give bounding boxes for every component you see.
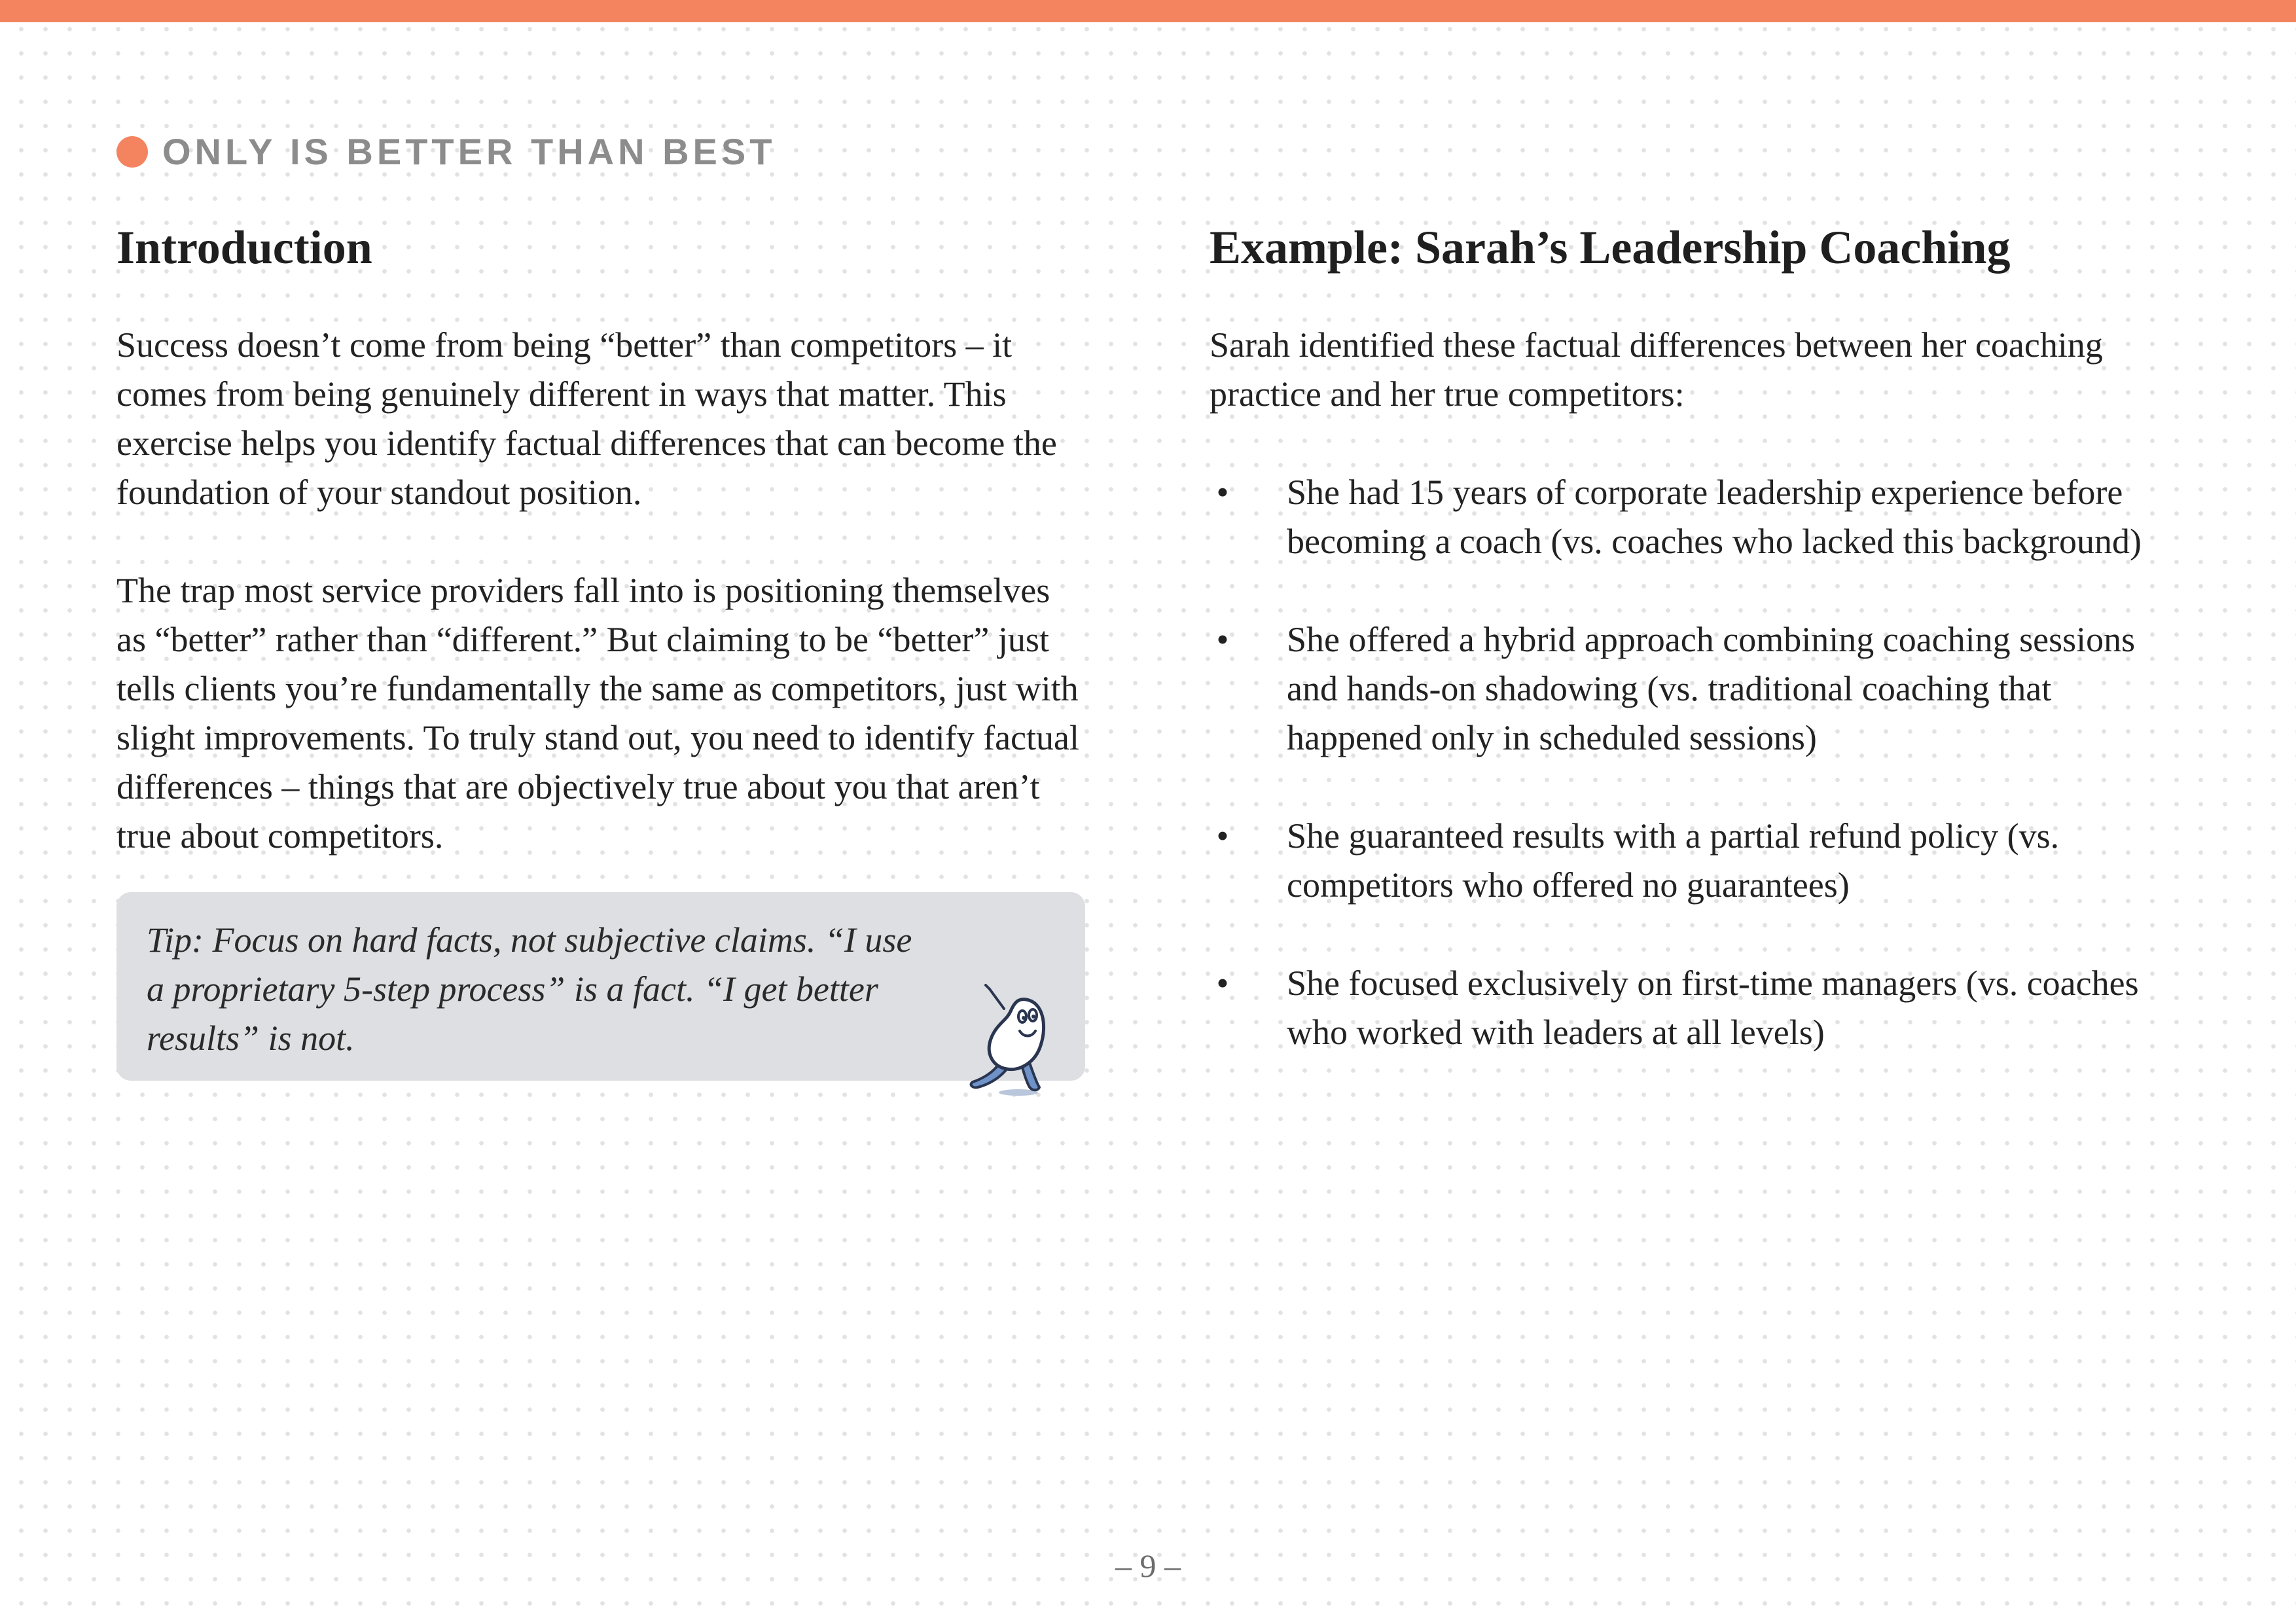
page-number: – 9 – bbox=[1115, 1547, 1181, 1584]
example-heading: Example: Sarah’s Leadership Coaching bbox=[1210, 221, 2011, 274]
intro-paragraph-1: Success doesn’t come from being “better” than competitors – it comes from being genuinely different in ways that matter. This exercise helps you identify factual differences that can become the foundation of your standout position. bbox=[117, 325, 1057, 512]
tip-box bbox=[117, 892, 1085, 1081]
bullet-marker: • bbox=[1216, 473, 1229, 512]
list-item-text: She offered a hybrid approach combining coaching sessions and hands-on shadowing (vs. traditional coaching that happened only in scheduled sessions) bbox=[1287, 620, 2136, 757]
walking-mascot-icon bbox=[963, 980, 1062, 1098]
tip-text: Tip: Focus on hard facts, not subjective claims. “I use a proprietary 5-step process” is a fact. “I get better results” is not. bbox=[147, 920, 912, 1058]
intro-paragraph-2: The trap most service providers fall into is positioning themselves as “better” rather than “different.” But claiming to be “better” just tells clients you’re fundamentally the same as competitors, just with slight improvements. To truly stand out, you need to identify factual differences – things that are objectively true about you that aren’t true about competitors. bbox=[117, 571, 1079, 856]
left-column bbox=[117, 216, 1085, 1081]
section-label bbox=[117, 128, 776, 175]
bullet-marker: • bbox=[1216, 964, 1229, 1003]
bullet-marker: • bbox=[1216, 620, 1229, 659]
example-intro: Sarah identified these factual differences between her coaching practice and her true competitors: bbox=[1210, 325, 2103, 414]
list-item-text: She guaranteed results with a partial refund policy (vs. competitors who offered no guarantees) bbox=[1287, 816, 2060, 905]
list-item bbox=[1210, 468, 2191, 566]
section-label-text: ONLY IS BETTER THAN BEST bbox=[162, 131, 776, 172]
right-column bbox=[1210, 216, 2191, 1057]
list-item bbox=[1210, 615, 2191, 763]
list-item-text: She focused exclusively on first-time managers (vs. coaches who worked with leaders at all levels) bbox=[1287, 964, 2139, 1052]
bullet-marker: • bbox=[1216, 816, 1229, 856]
top-accent-bar bbox=[0, 0, 2296, 22]
differences-list bbox=[1210, 468, 2191, 1057]
list-item-text: She had 15 years of corporate leadership experience before becoming a coach (vs. coaches who lacked this background) bbox=[1287, 473, 2142, 561]
introduction-heading: Introduction bbox=[117, 221, 372, 274]
list-item bbox=[1210, 959, 2191, 1057]
list-item bbox=[1210, 812, 2191, 910]
section-dot-icon bbox=[117, 136, 148, 168]
